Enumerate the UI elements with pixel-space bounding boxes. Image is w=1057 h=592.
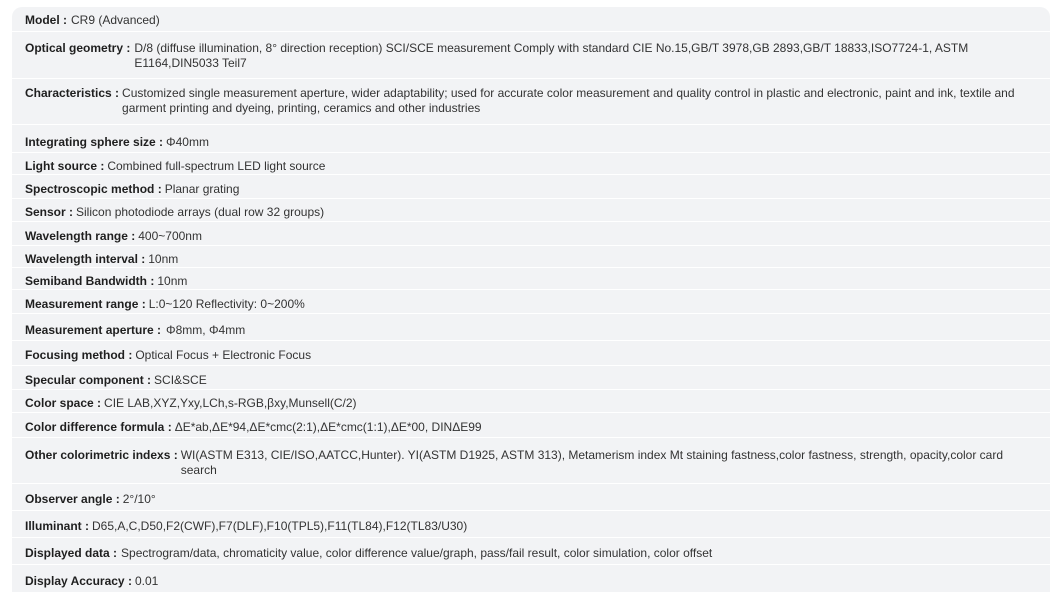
- spec-row-model: [12, 7, 1050, 32]
- spec-label: Optical geometry :: [25, 41, 131, 55]
- spec-value: WI(ASTM E313, CIE/ISO,AATCC,Hunter). YI(ASTM D1925, ASTM 313), Metamerism index Mt staining fastness,color fastness, strength, opacity,color card search: [180, 448, 1004, 477]
- spec-row-measurement-range: [12, 291, 1050, 314]
- spec-value: D65,A,C,D50,F2(CWF),F7(DLF),F10(TPL5),F11(TL84),F12(TL83/U30): [92, 519, 468, 533]
- spec-row-sensor: [12, 200, 1050, 222]
- spec-row-focusing-method: [12, 342, 1050, 366]
- spec-row-specular-component: [12, 367, 1050, 390]
- spec-label: Color difference formula :: [25, 420, 172, 434]
- spec-value: Silicon photodiode arrays (dual row 32 groups): [76, 205, 325, 219]
- spec-label: Observer angle :: [25, 492, 120, 506]
- spec-value: SCI&SCE: [154, 373, 207, 387]
- spec-label: Wavelength range :: [25, 229, 136, 243]
- spec-row-displayed-data: [12, 539, 1050, 565]
- spec-value: 400~700nm: [138, 229, 202, 243]
- spec-row-optical-geometry: [12, 33, 1050, 79]
- spec-label: Specular component :: [25, 373, 152, 387]
- spec-label: Integrating sphere size :: [25, 135, 164, 149]
- spec-label: Semiband Bandwidth :: [25, 274, 155, 288]
- spec-row-color-space: [12, 391, 1050, 413]
- spec-value: Customized single measurement aperture, wider adaptability; used for accurate color measurement and quality control in plastic and electronic, paint and ink, textile and garment printing and dyeing, printing, ceramics and other industries: [122, 86, 1015, 115]
- spec-value: 0.01: [134, 574, 159, 588]
- spec-value: Φ8mm, Φ4mm: [166, 323, 246, 337]
- spec-row-spectroscopic-method: [12, 176, 1050, 199]
- spec-row-characteristics: [12, 80, 1050, 125]
- spec-value: 2°/10°: [122, 492, 156, 506]
- spec-row-display-accuracy: [12, 566, 1050, 592]
- spec-label: Sensor :: [25, 205, 74, 219]
- spec-value: 10nm: [157, 274, 188, 288]
- spec-label: Focusing method :: [25, 348, 133, 362]
- spec-value: CIE LAB,XYZ,Yxy,LCh,s-RGB,βxy,Munsell(C/2): [104, 396, 357, 410]
- spec-value: D/8 (diffuse illumination, 8° direction reception) SCI/SCE measurement Comply with standard CIE No.15,GB/T 3978,GB 2893,GB/T 18833,ISO7724-1, ASTM E1164,DIN5033 Teil7: [134, 41, 969, 70]
- spec-label: Measurement range :: [25, 297, 146, 311]
- spec-label: Displayed data :: [25, 546, 118, 560]
- spec-row-observer-angle: [12, 485, 1050, 511]
- spec-value: 10nm: [148, 252, 179, 266]
- spec-label: Color space :: [25, 396, 102, 410]
- spec-label: Characteristics :: [25, 86, 120, 100]
- spec-value: ΔE*ab,ΔE*94,ΔE*cmc(2:1),ΔE*cmc(1:1),ΔE*00, DINΔE99: [174, 420, 482, 434]
- spec-label: Other colorimetric indexs :: [25, 448, 178, 462]
- spec-value: L:0~120 Reflectivity: 0~200%: [148, 297, 305, 311]
- spec-value: Spectrogram/data, chromaticity value, color difference value/graph, pass/fail result, color simulation, color offset: [121, 546, 713, 560]
- spec-label: Wavelength interval :: [25, 252, 146, 266]
- specification-table: [12, 7, 1050, 592]
- spec-row-integrating-sphere-size: [12, 126, 1050, 153]
- spec-value: Optical Focus + Electronic Focus: [135, 348, 312, 362]
- spec-label: Display Accuracy :: [25, 574, 132, 588]
- spec-label: Measurement aperture :: [25, 323, 162, 337]
- spec-label: Illuminant :: [25, 519, 89, 533]
- spec-row-other-colorimetric-indexs: [12, 439, 1050, 484]
- spec-row-color-difference-formula: [12, 414, 1050, 438]
- spec-row-semiband-bandwidth: [12, 269, 1050, 290]
- spec-value: Combined full-spectrum LED light source: [107, 159, 326, 173]
- spec-value: CR9 (Advanced): [71, 13, 160, 27]
- spec-row-measurement-aperture: [12, 315, 1050, 341]
- spec-value: Planar grating: [164, 182, 240, 196]
- spec-value: Φ40mm: [166, 135, 209, 149]
- spec-label: Model :: [25, 13, 67, 27]
- spec-row-light-source: [12, 154, 1050, 175]
- spec-label: Light source :: [25, 159, 105, 173]
- spec-row-wavelength-range: [12, 223, 1050, 246]
- spec-row-illuminant: [12, 512, 1050, 538]
- spec-row-wavelength-interval: [12, 247, 1050, 268]
- spec-label: Spectroscopic method :: [25, 182, 162, 196]
